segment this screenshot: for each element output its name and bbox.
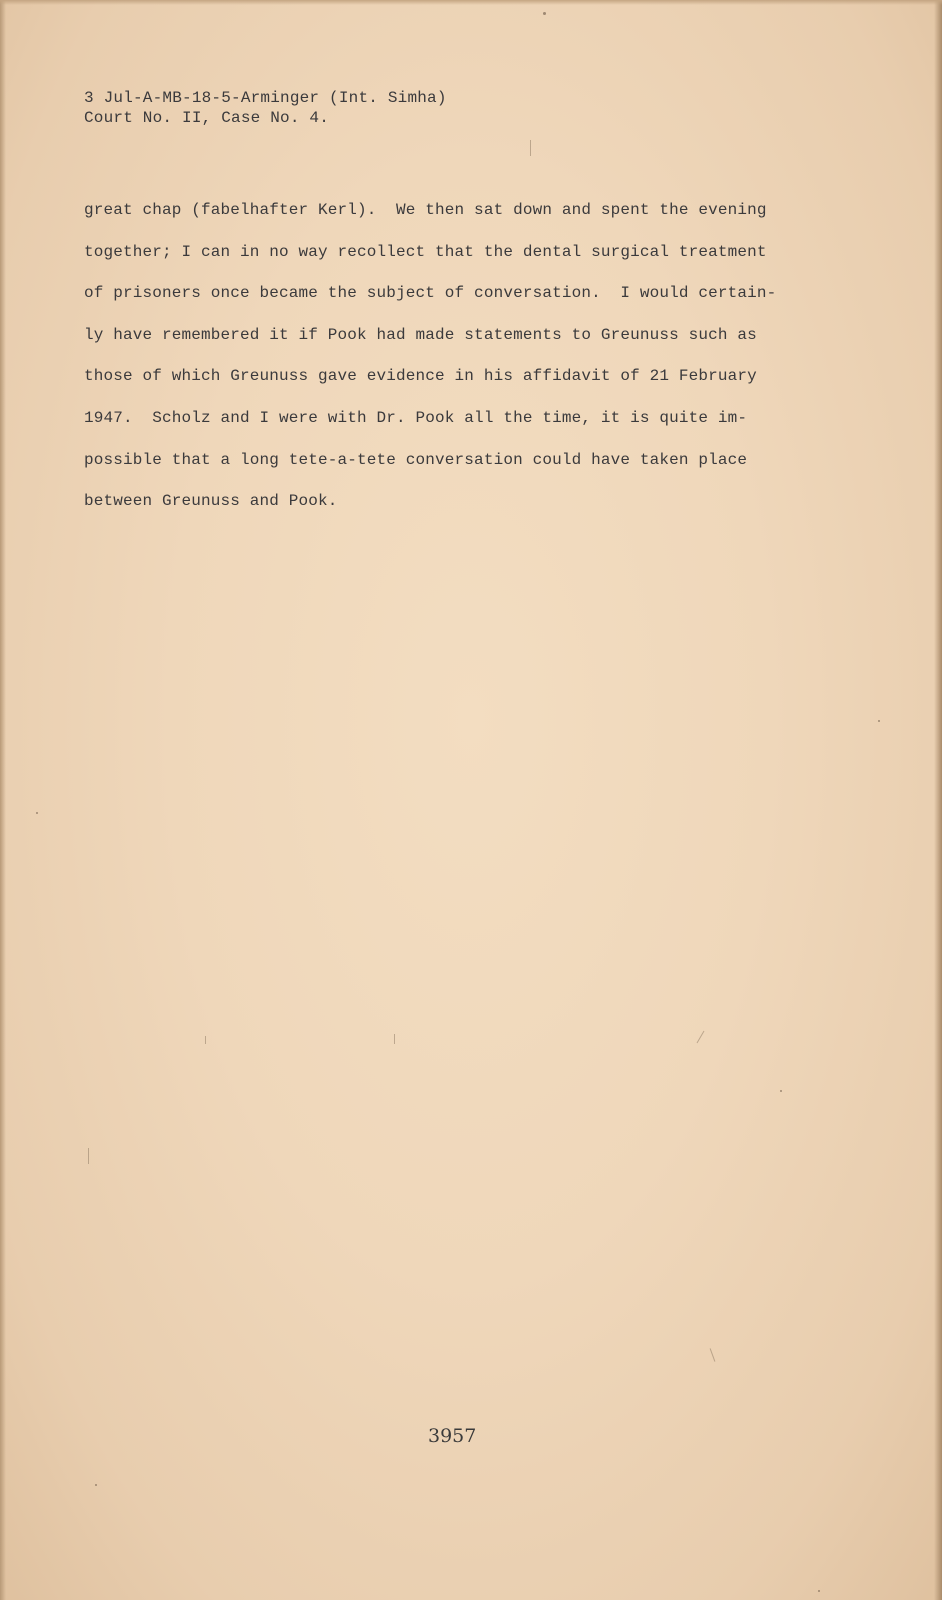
body-line-7: possible that a long tete-a-tete conversation could have taken place bbox=[84, 450, 748, 469]
paper-mark bbox=[697, 1031, 705, 1044]
paper-mark bbox=[530, 140, 531, 156]
paper-mark bbox=[710, 1348, 716, 1361]
header-line-2: Court No. II, Case No. 4. bbox=[84, 109, 330, 127]
body-line-4: ly have remembered it if Pook had made statements to Greunuss such as bbox=[84, 325, 757, 344]
header-line-1: 3 Jul-A-MB-18-5-Arminger (Int. Simha) bbox=[84, 89, 447, 107]
paper-mark bbox=[88, 1148, 89, 1164]
paper-speck bbox=[543, 12, 546, 15]
paper-speck bbox=[818, 1590, 820, 1592]
page-number: 3957 bbox=[428, 1425, 477, 1447]
paper-speck bbox=[36, 812, 38, 814]
body-line-2: together; I can in no way recollect that the dental surgical treatment bbox=[84, 242, 767, 261]
body-line-6: 1947. Scholz and I were with Dr. Pook all the time, it is quite im- bbox=[84, 408, 748, 427]
paper-speck bbox=[95, 1484, 97, 1486]
body-line-5: those of which Greunuss gave evidence in his affidavit of 21 February bbox=[84, 367, 757, 386]
body-line-1: great chap (fabelhafter Kerl). We then sat down and spent the evening bbox=[84, 201, 767, 219]
body-text bbox=[84, 190, 824, 523]
body-line-8: between Greunuss and Pook. bbox=[84, 492, 338, 511]
paper-speck bbox=[878, 720, 880, 722]
paper-left-edge bbox=[0, 0, 6, 1600]
paper-mark bbox=[205, 1036, 206, 1044]
document-header bbox=[84, 88, 447, 128]
paper-speck bbox=[780, 1090, 782, 1092]
paper-right-edge bbox=[934, 0, 942, 1600]
paper-mark bbox=[394, 1034, 395, 1044]
body-line-3: of prisoners once became the subject of conversation. I would certain- bbox=[84, 284, 777, 303]
paper-top-edge bbox=[0, 0, 942, 5]
